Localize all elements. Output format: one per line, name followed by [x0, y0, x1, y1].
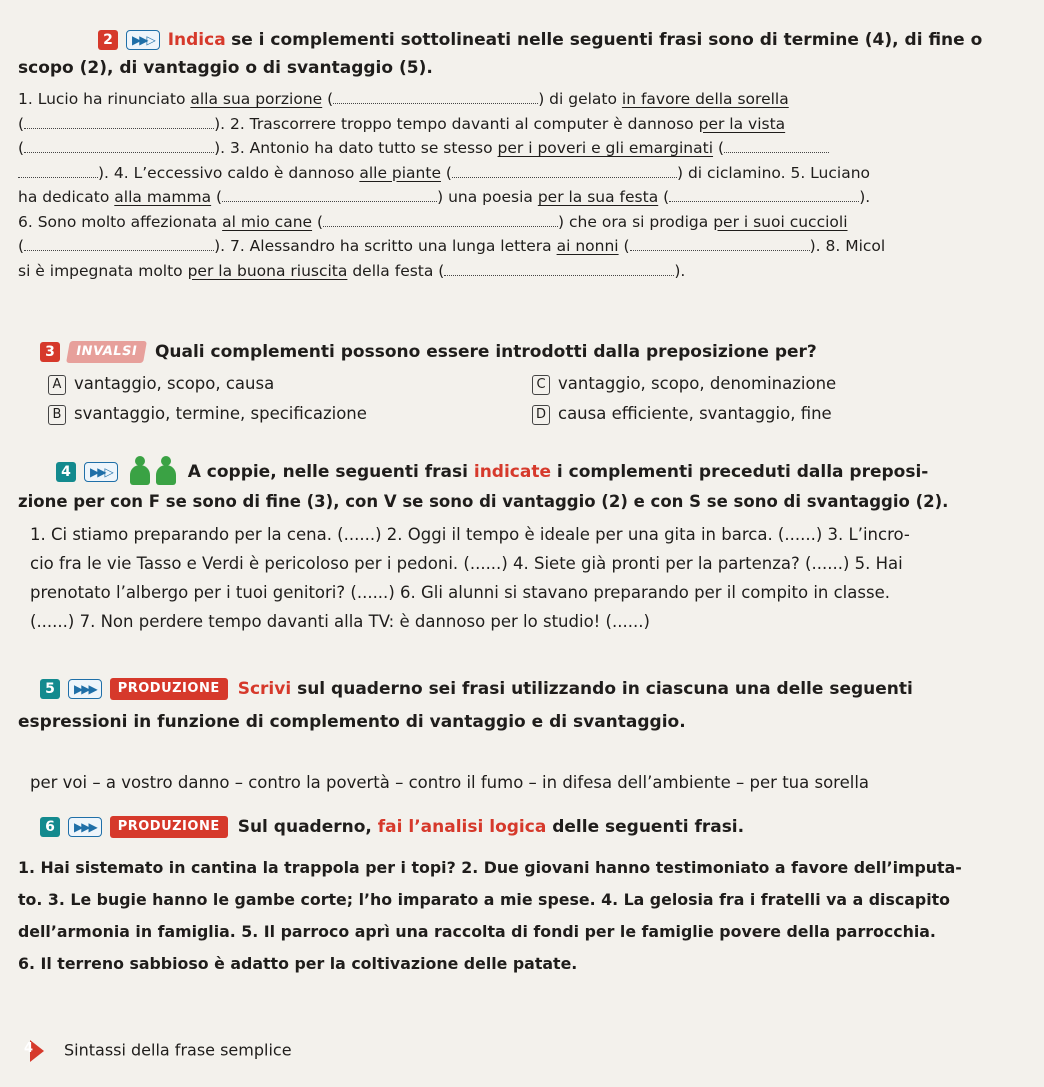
page-number: 4 — [24, 1041, 34, 1056]
exercise-4-text — [30, 520, 1030, 636]
exercise-number: 4 — [56, 462, 76, 482]
pair-work-icon — [126, 459, 180, 485]
option-a[interactable]: A vantaggio, scopo, causa — [48, 370, 274, 397]
line: dell’armonia in famiglia. 5. Il parroco aprì una raccolta di fondi per le famiglie povere della parrocchia. — [18, 922, 936, 941]
exercise-4-header: 4 ▶▶▷ A coppie, nelle seguenti frasi indicate i complementi preceduti dalla preposi- — [56, 458, 1026, 486]
answer-blank[interactable]: ...... — [36, 612, 68, 631]
page-footer — [24, 1040, 292, 1062]
line: ( ). 7. Alessandro ha scritto una lunga lettera ai nonni ( ). 8. Micol — [18, 237, 886, 255]
answer-blank[interactable] — [333, 91, 538, 104]
difficulty-arrows-icon: ▶▶▷ — [84, 462, 118, 482]
exercise-5-list: per voi – a vostro danno – contro la povertà – contro il fumo – in difesa dell’ambiente – per tua sorella — [30, 773, 870, 792]
line: 1. Ci stiamo preparando per la cena. (......) 2. Oggi il tempo è ideale per una gita in barca. (......) 3. L’incro- — [30, 525, 910, 544]
exercise-number: 5 — [40, 679, 60, 699]
exercise-6-header: 6 ▶▶▶ PRODUZIONE Sul quaderno, fai l’analisi logica delle seguenti frasi. — [40, 813, 1030, 841]
line: ( ). 2. Trascorrere troppo tempo davanti al computer è dannoso per la vista — [18, 114, 786, 133]
answer-blank[interactable]: ...... — [343, 525, 376, 544]
answer-blank[interactable] — [18, 165, 98, 178]
produzione-badge: PRODUZIONE — [110, 678, 228, 700]
answer-blank[interactable] — [444, 263, 674, 276]
exercise-2-text — [18, 87, 1028, 283]
answer-blank[interactable] — [724, 140, 829, 153]
option-b[interactable]: B svantaggio, termine, specificazione — [48, 400, 367, 427]
answer-blank[interactable] — [24, 238, 214, 251]
answer-blank[interactable] — [323, 214, 558, 227]
line: prenotato l’albergo per i tuoi genitori? (......) 6. Gli alunni si stavano preparando per il compito in classe. — [30, 583, 890, 602]
difficulty-arrows-icon: ▶▶▷ — [126, 30, 160, 50]
difficulty-arrows-icon: ▶▶▶ — [68, 679, 102, 699]
option-c[interactable]: C vantaggio, scopo, denominazione — [532, 370, 836, 397]
exercise-5-instruction-cont: espressioni in funzione di complemento di vantaggio e di svantaggio. — [18, 712, 686, 732]
line: 6. Sono molto affezionata al mio cane ( ) che ora si prodiga per i suoi cuccioli — [18, 212, 848, 231]
exercise-number: 2 — [98, 30, 118, 50]
exercise-4-instruction-cont: zione per con F se sono di fine (3), con V se sono di vantaggio (2) e con S se sono di svantaggio (2). — [18, 492, 949, 511]
exercise-3-question: Quali complementi possono essere introdotti dalla preposizione per? — [154, 342, 817, 362]
footer-title: Sintassi della frase semplice — [64, 1040, 292, 1060]
answer-blank[interactable] — [24, 140, 214, 153]
exercise-number: 6 — [40, 817, 60, 837]
line: ( ). 3. Antonio ha dato tutto se stesso per i poveri e gli emarginati ( — [18, 136, 1028, 161]
answer-blank[interactable]: ...... — [469, 554, 502, 573]
answer-blank[interactable]: ...... — [356, 583, 389, 602]
line: to. 3. Le bugie hanno le gambe corte; l’ho imparato a mie spese. 4. La gelosia fra i fratelli va a discapito — [18, 890, 951, 909]
option-d[interactable]: D causa efficiente, svantaggio, fine — [532, 400, 832, 427]
exercise-number: 3 — [40, 342, 60, 362]
invalsi-badge: INVALSI — [66, 341, 147, 363]
answer-blank[interactable] — [630, 238, 810, 251]
answer-blank[interactable] — [669, 189, 859, 202]
answer-blank[interactable]: ...... — [811, 554, 843, 573]
line: cio fra le vie Tasso e Verdi è pericoloso per i pedoni. (......) 4. Siete già pronti per la partenza? (......) 5. Hai — [30, 554, 903, 573]
exercise-2-instruction: se i complementi sottolineati nelle seguenti frasi sono di termine (4), di fine o — [231, 30, 983, 50]
line: 6. Il terreno sabbioso è adatto per la coltivazione delle patate. — [18, 954, 578, 973]
line: 1. Hai sistemato in cantina la trappola per i topi? 2. Due giovani hanno testimoniato a favore dell’imputa- — [18, 858, 962, 877]
line: si è impegnata molto per la buona riuscita della festa ( ). — [18, 261, 686, 280]
line: (......) 7. Non perdere tempo davanti alla TV: è dannoso per lo studio! (......) — [30, 612, 650, 631]
answer-blank[interactable]: ...... — [611, 612, 644, 631]
exercise-6-text — [18, 852, 1033, 980]
exercise-2-header: 2 ▶▶▷ Indica se i complementi sottolineati nelle seguenti frasi sono di termine (4), di fine o — [98, 26, 1024, 54]
produzione-badge: PRODUZIONE — [110, 816, 228, 838]
line: ha dedicato alla mamma ( ) una poesia per la sua festa ( ). — [18, 188, 871, 206]
exercise-5-header: 5 ▶▶▶ PRODUZIONE Scrivi sul quaderno sei frasi utilizzando in ciascuna una delle seguenti — [40, 675, 1030, 703]
answer-blank[interactable] — [452, 165, 677, 178]
line: ). 4. L’eccessivo caldo è dannoso alle piante ( ) di ciclamino. 5. Luciano — [18, 161, 1028, 186]
answer-blank[interactable]: ...... — [784, 525, 816, 544]
exercise-3-header — [40, 338, 817, 366]
answer-blank[interactable] — [222, 189, 437, 202]
answer-blank[interactable] — [24, 116, 214, 129]
line: 1. Lucio ha rinunciato alla sua porzione ( ) di gelato in favore della sorella — [18, 90, 789, 108]
exercise-2: 2 ▶▶▷ Indica se i complementi sottolineati nelle seguenti frasi sono di termine (4), di fine o scopo (2), di vantaggio o di svantaggio (5). — [98, 26, 1024, 82]
difficulty-arrows-icon: ▶▶▶ — [68, 817, 102, 837]
